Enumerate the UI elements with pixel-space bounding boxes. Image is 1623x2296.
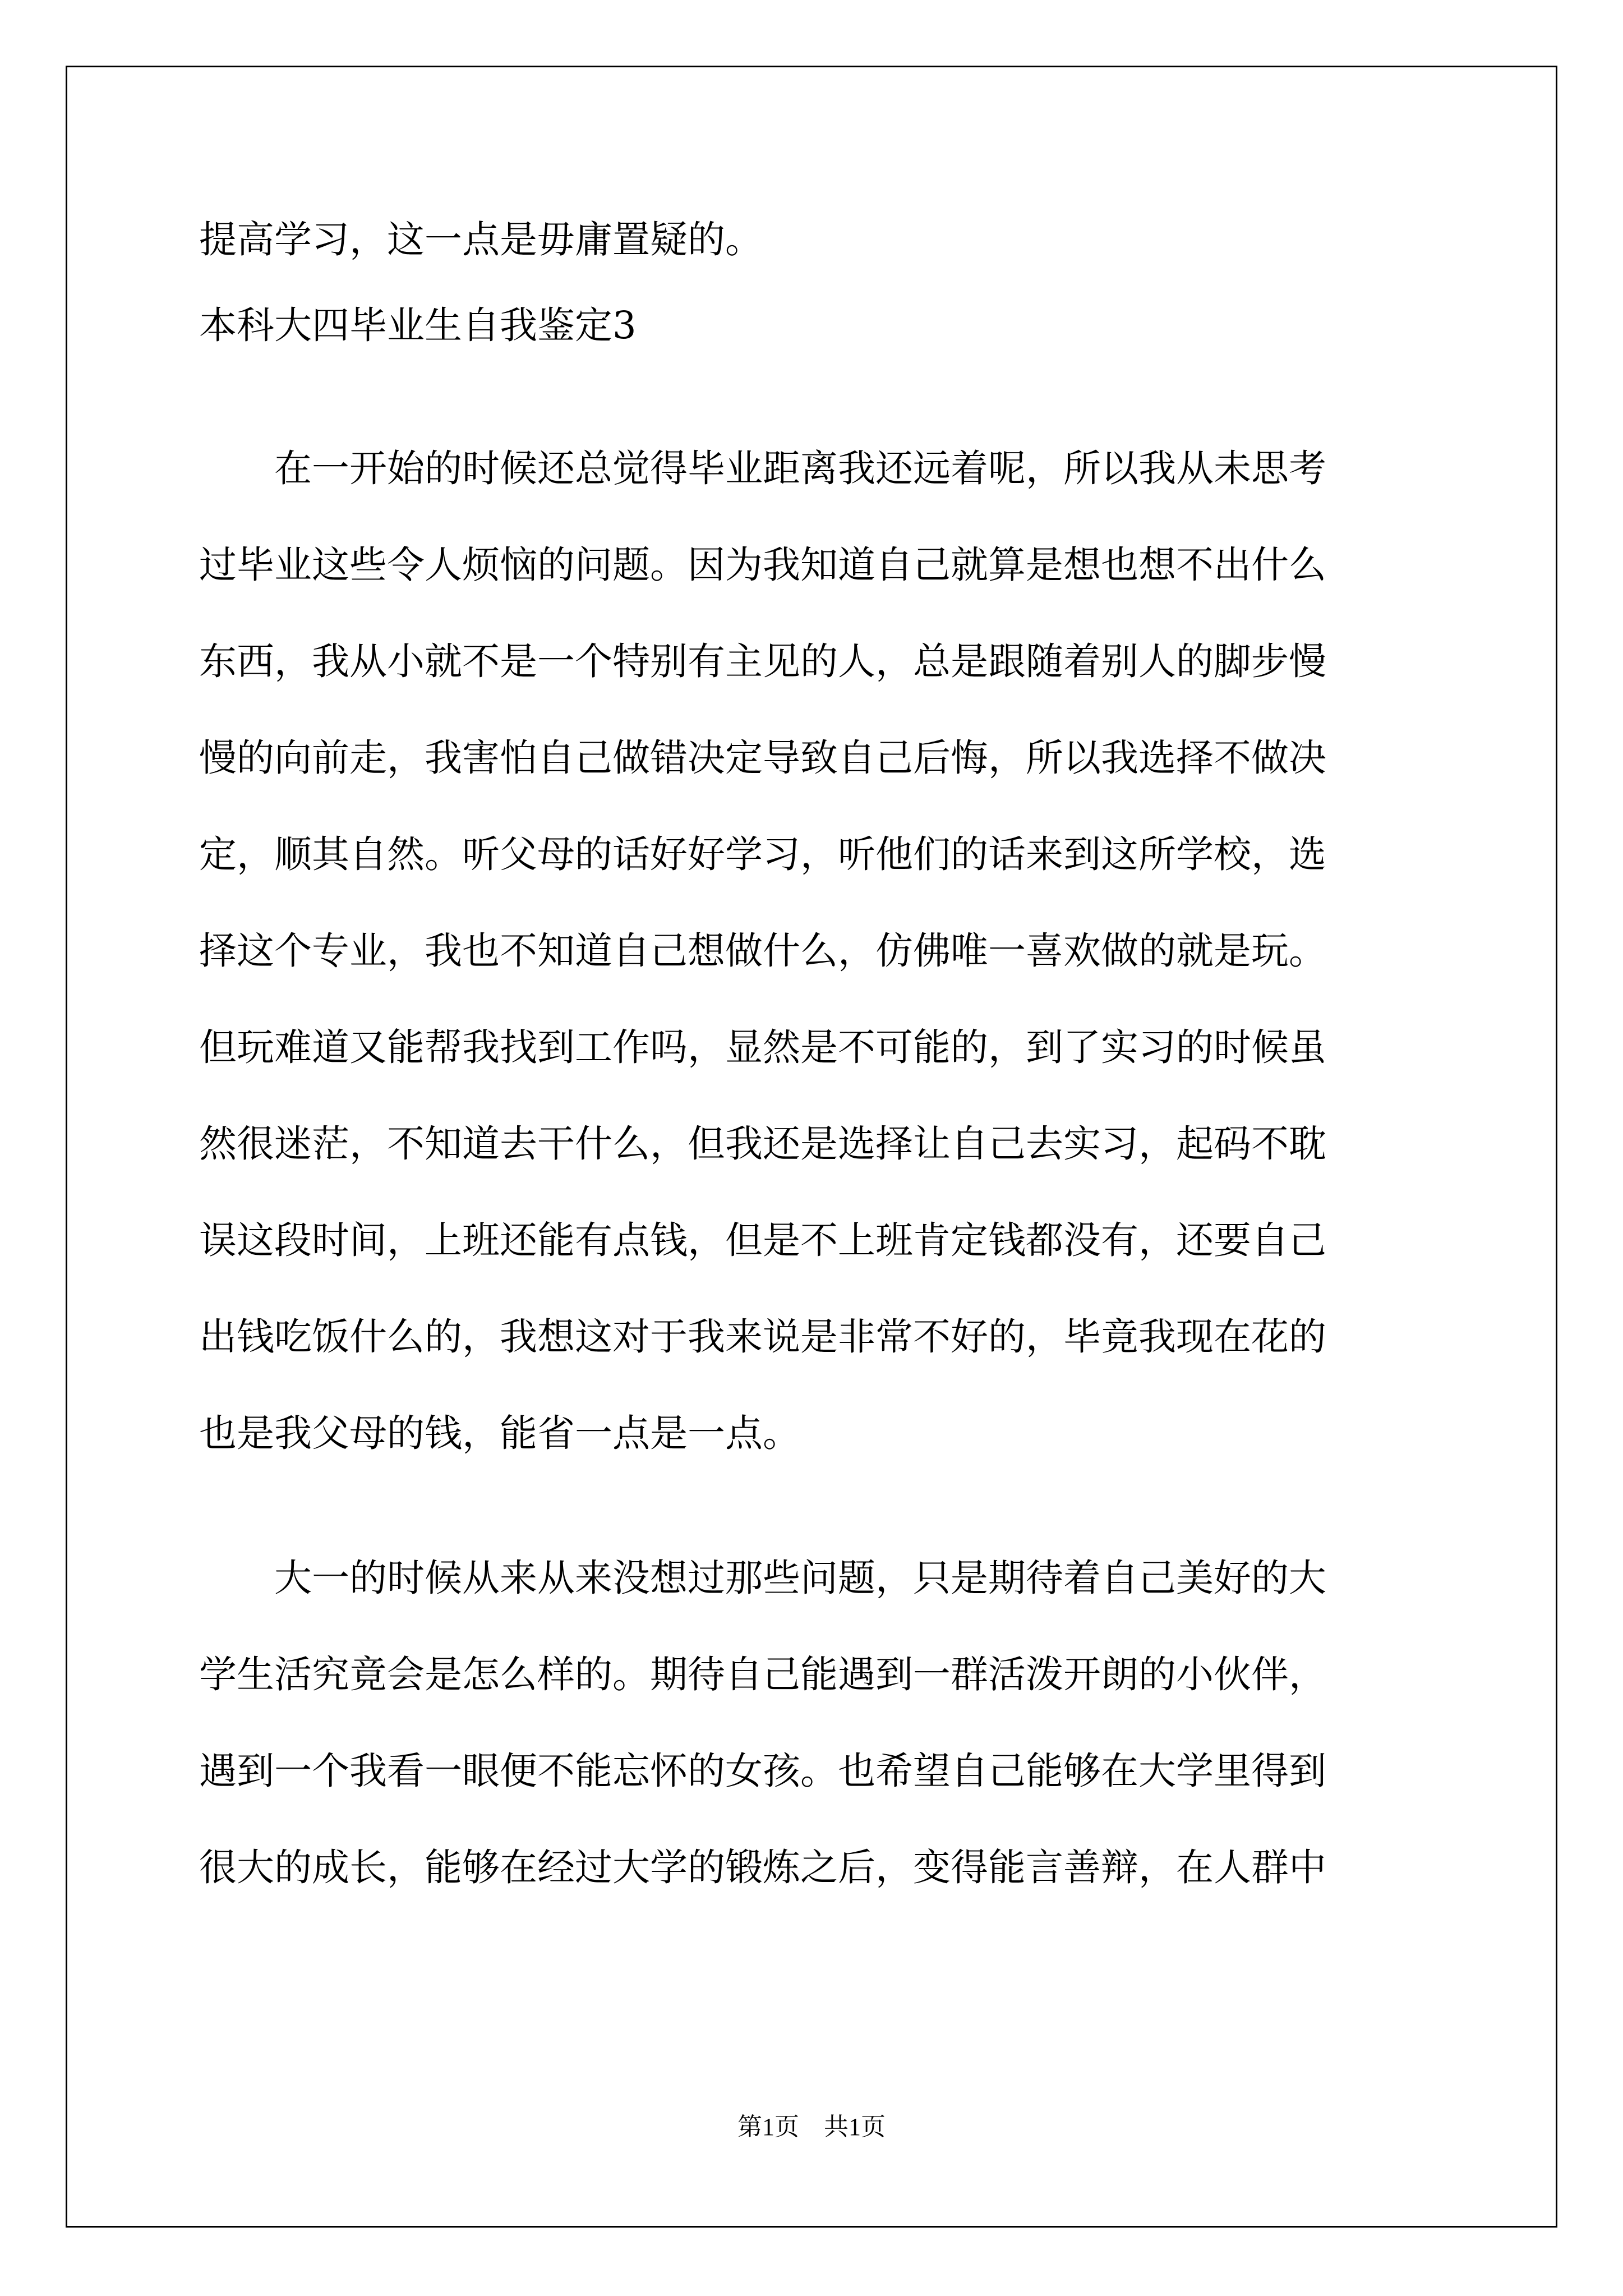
text-line: 然很迷茫，不知道去干什么，但我还是选择让自己去实习，起码不耽: [199, 1122, 1326, 1166]
text-line: 出钱吃饭什么的，我想这对于我来说是非常不好的，毕竟我现在花的: [199, 1315, 1326, 1359]
text-line: 定，顺其自然。听父母的话好好学习，听他们的话来到这所学校，选: [199, 832, 1326, 876]
text-line: 过毕业这些令人烦恼的问题。因为我知道自己就算是想也想不出什么: [199, 543, 1326, 587]
text-line: 误这段时间，上班还能有点钱，但是不上班肯定钱都没有，还要自己: [199, 1218, 1326, 1262]
page-number-footer: 第1页 共1页: [737, 2113, 886, 2141]
text-line: 但玩难道又能帮我找到工作吗，显然是不可能的，到了实习的时候虽: [199, 1025, 1326, 1069]
text-line: 也是我父母的钱，能省一点是一点。: [199, 1411, 800, 1455]
text-line: 慢的向前走，我害怕自己做错决定导致自己后悔，所以我选择不做决: [199, 736, 1326, 780]
text-line: 东西，我从小就不是一个特别有主见的人，总是跟随着别人的脚步慢: [199, 639, 1326, 683]
text-line: 很大的成长，能够在经过大学的锻炼之后，变得能言善辩，在人群中: [199, 1846, 1326, 1889]
text-line: 大一的时候从来从来没想过那些问题，只是期待着自己美好的大: [199, 1556, 1326, 1600]
text-line: 在一开始的时候还总觉得毕业距离我还远着呢，所以我从未思考: [199, 447, 1326, 490]
text-line: 提高学习，这一点是毋庸置疑的。: [199, 218, 763, 261]
section-heading: 本科大四毕业生自我鉴定3: [199, 303, 637, 347]
text-line: 遇到一个我看一眼便不能忘怀的女孩。也希望自己能够在大学里得到: [199, 1749, 1326, 1793]
text-line: 择这个专业，我也不知道自己想做什么，仿佛唯一喜欢做的就是玩。: [199, 929, 1326, 973]
text-line: 学生活究竟会是怎么样的。期待自己能遇到一群活泼开朗的小伙伴，: [199, 1653, 1326, 1696]
